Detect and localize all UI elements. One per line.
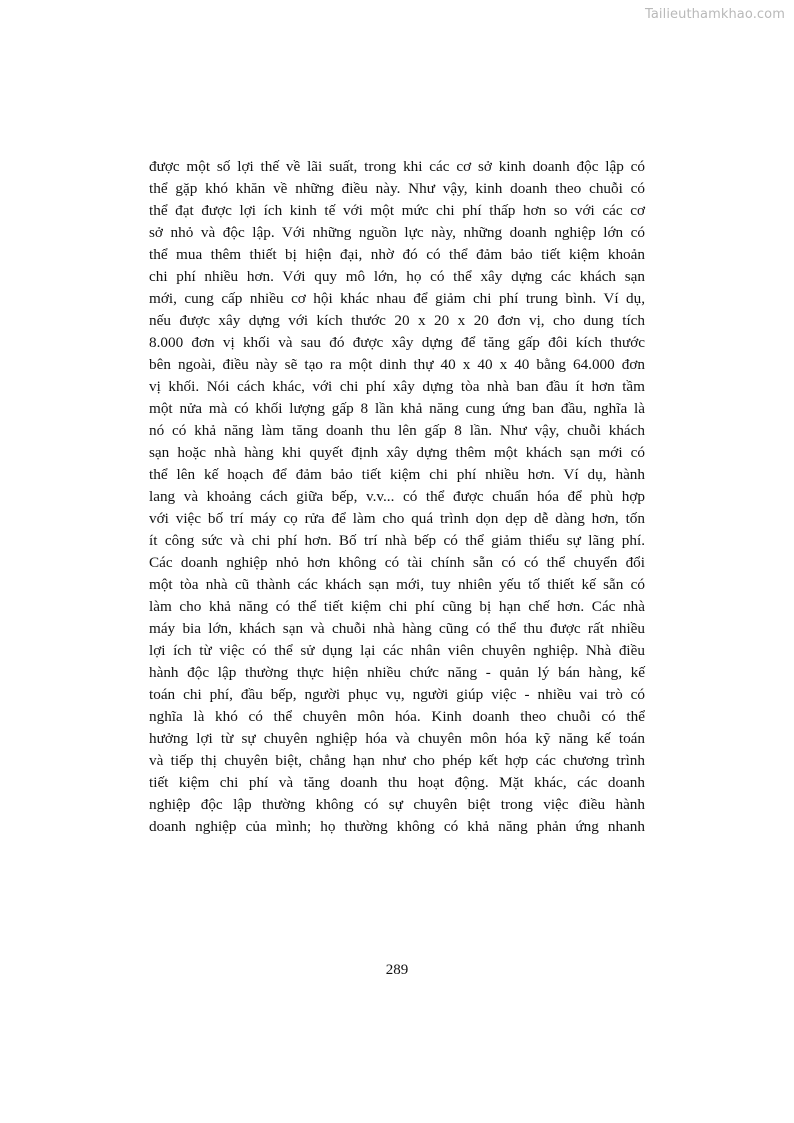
- text-line: làm cho khả năng có thể tiết kiệm chi phí cũng bị hạn chế hơn. Các nhà: [149, 598, 645, 615]
- text-line: nghĩa là khó có thể chuyên môn hóa. Kinh doanh theo chuỗi có thể: [149, 708, 645, 725]
- text-line: được một số lợi thế về lãi suất, trong khi các cơ sở kinh doanh độc lập có: [149, 158, 645, 175]
- text-line: chi phí nhiều hơn. Với quy mô lớn, họ có thể xây dựng các khách sạn: [149, 268, 645, 285]
- page-number: 289: [385, 962, 409, 978]
- body-text: [149, 156, 645, 838]
- text-line: với việc bố trí máy cọ rửa để làm cho quá trình dọn dẹp dễ dàng hơn, tốn: [149, 510, 645, 527]
- text-line: tiết kiệm chi phí và tăng doanh thu hoạt động. Mặt khác, các doanh: [149, 774, 645, 791]
- text-line: Các doanh nghiệp nhỏ hơn không có tài chính sẵn có có thể chuyển đổi: [149, 554, 645, 571]
- text-line: doanh nghiệp của mình; họ thường không có khả năng phản ứng nhanh: [149, 818, 645, 835]
- text-line: và tiếp thị chuyên biệt, chẳng hạn như cho phép kết hợp các chương trình: [149, 752, 645, 769]
- text-line: nghiệp độc lập thường không có sự chuyên biệt trong việc điều hành: [149, 796, 645, 813]
- text-line: nếu được xây dựng với kích thước 20 x 20 x 20 đơn vị, cho dung tích: [149, 312, 645, 329]
- text-line: toán chi phí, đầu bếp, người phục vụ, người giúp việc - nhiều vai trò có: [149, 686, 645, 703]
- text-line: bên ngoài, điều này sẽ tạo ra một dinh thự 40 x 40 x 40 bằng 64.000 đơn: [149, 356, 645, 373]
- text-line: lang và khoảng cách giữa bếp, v.v... có thể được chuẩn hóa để phù hợp: [149, 488, 645, 505]
- text-line: một nửa mà có khối lượng gấp 8 lần khả năng cung ứng ban đầu, nghĩa là: [149, 400, 645, 417]
- text-line: thể lên kế hoạch để đảm bảo tiết kiệm chi phí nhiều hơn. Ví dụ, hành: [149, 466, 645, 483]
- text-line: sạn hoặc nhà hàng khi quyết định xây dựng thêm một khách sạn mới có: [149, 444, 645, 461]
- text-line: sở nhỏ và độc lập. Với những nguồn lực này, những doanh nghiệp lớn có: [149, 224, 645, 241]
- text-line: thể gặp khó khăn về những điều này. Như vậy, kinh doanh theo chuỗi có: [149, 180, 645, 197]
- text-line: thể mua thêm thiết bị hiện đại, nhờ đó có thể đảm bảo tiết kiệm khoản: [149, 246, 645, 263]
- text-line: thể đạt được lợi ích kinh tế với một mức chi phí thấp hơn so với các cơ: [149, 202, 645, 219]
- text-line: mới, cung cấp nhiều cơ hội khác nhau để giảm chi phí trung bình. Ví dụ,: [149, 290, 645, 307]
- text-line: nó có khả năng làm tăng doanh thu lên gấp 8 lần. Như vậy, chuỗi khách: [149, 422, 645, 439]
- text-line: lợi ích từ việc có thể sử dụng lại các nhân viên chuyên nghiệp. Nhà điều: [149, 642, 645, 659]
- text-line: ít công sức và chi phí hơn. Bố trí nhà bếp có thể giảm thiểu sự lãng phí.: [149, 532, 645, 549]
- text-line: hưởng lợi từ sự chuyên nghiệp hóa và chuyên môn hóa kỹ năng kế toán: [149, 730, 645, 747]
- text-line: máy bia lớn, khách sạn và chuỗi nhà hàng cũng có thể thu được rất nhiều: [149, 620, 645, 637]
- text-line: hành độc lập thường thực hiện nhiều chức năng - quản lý bán hàng, kế: [149, 664, 645, 681]
- text-line: một tòa nhà cũ thành các khách sạn mới, tuy nhiên yếu tố thiết kế sẵn có: [149, 576, 645, 593]
- text-line: vị khối. Nói cách khác, với chi phí xây dựng tòa nhà ban đầu ít hơn tầm: [149, 378, 645, 395]
- text-line: 8.000 đơn vị khối và sau đó được xây dựng để tăng gấp đôi kích thước: [149, 334, 645, 351]
- site-watermark: Tailieuthamkhao.com: [644, 7, 785, 22]
